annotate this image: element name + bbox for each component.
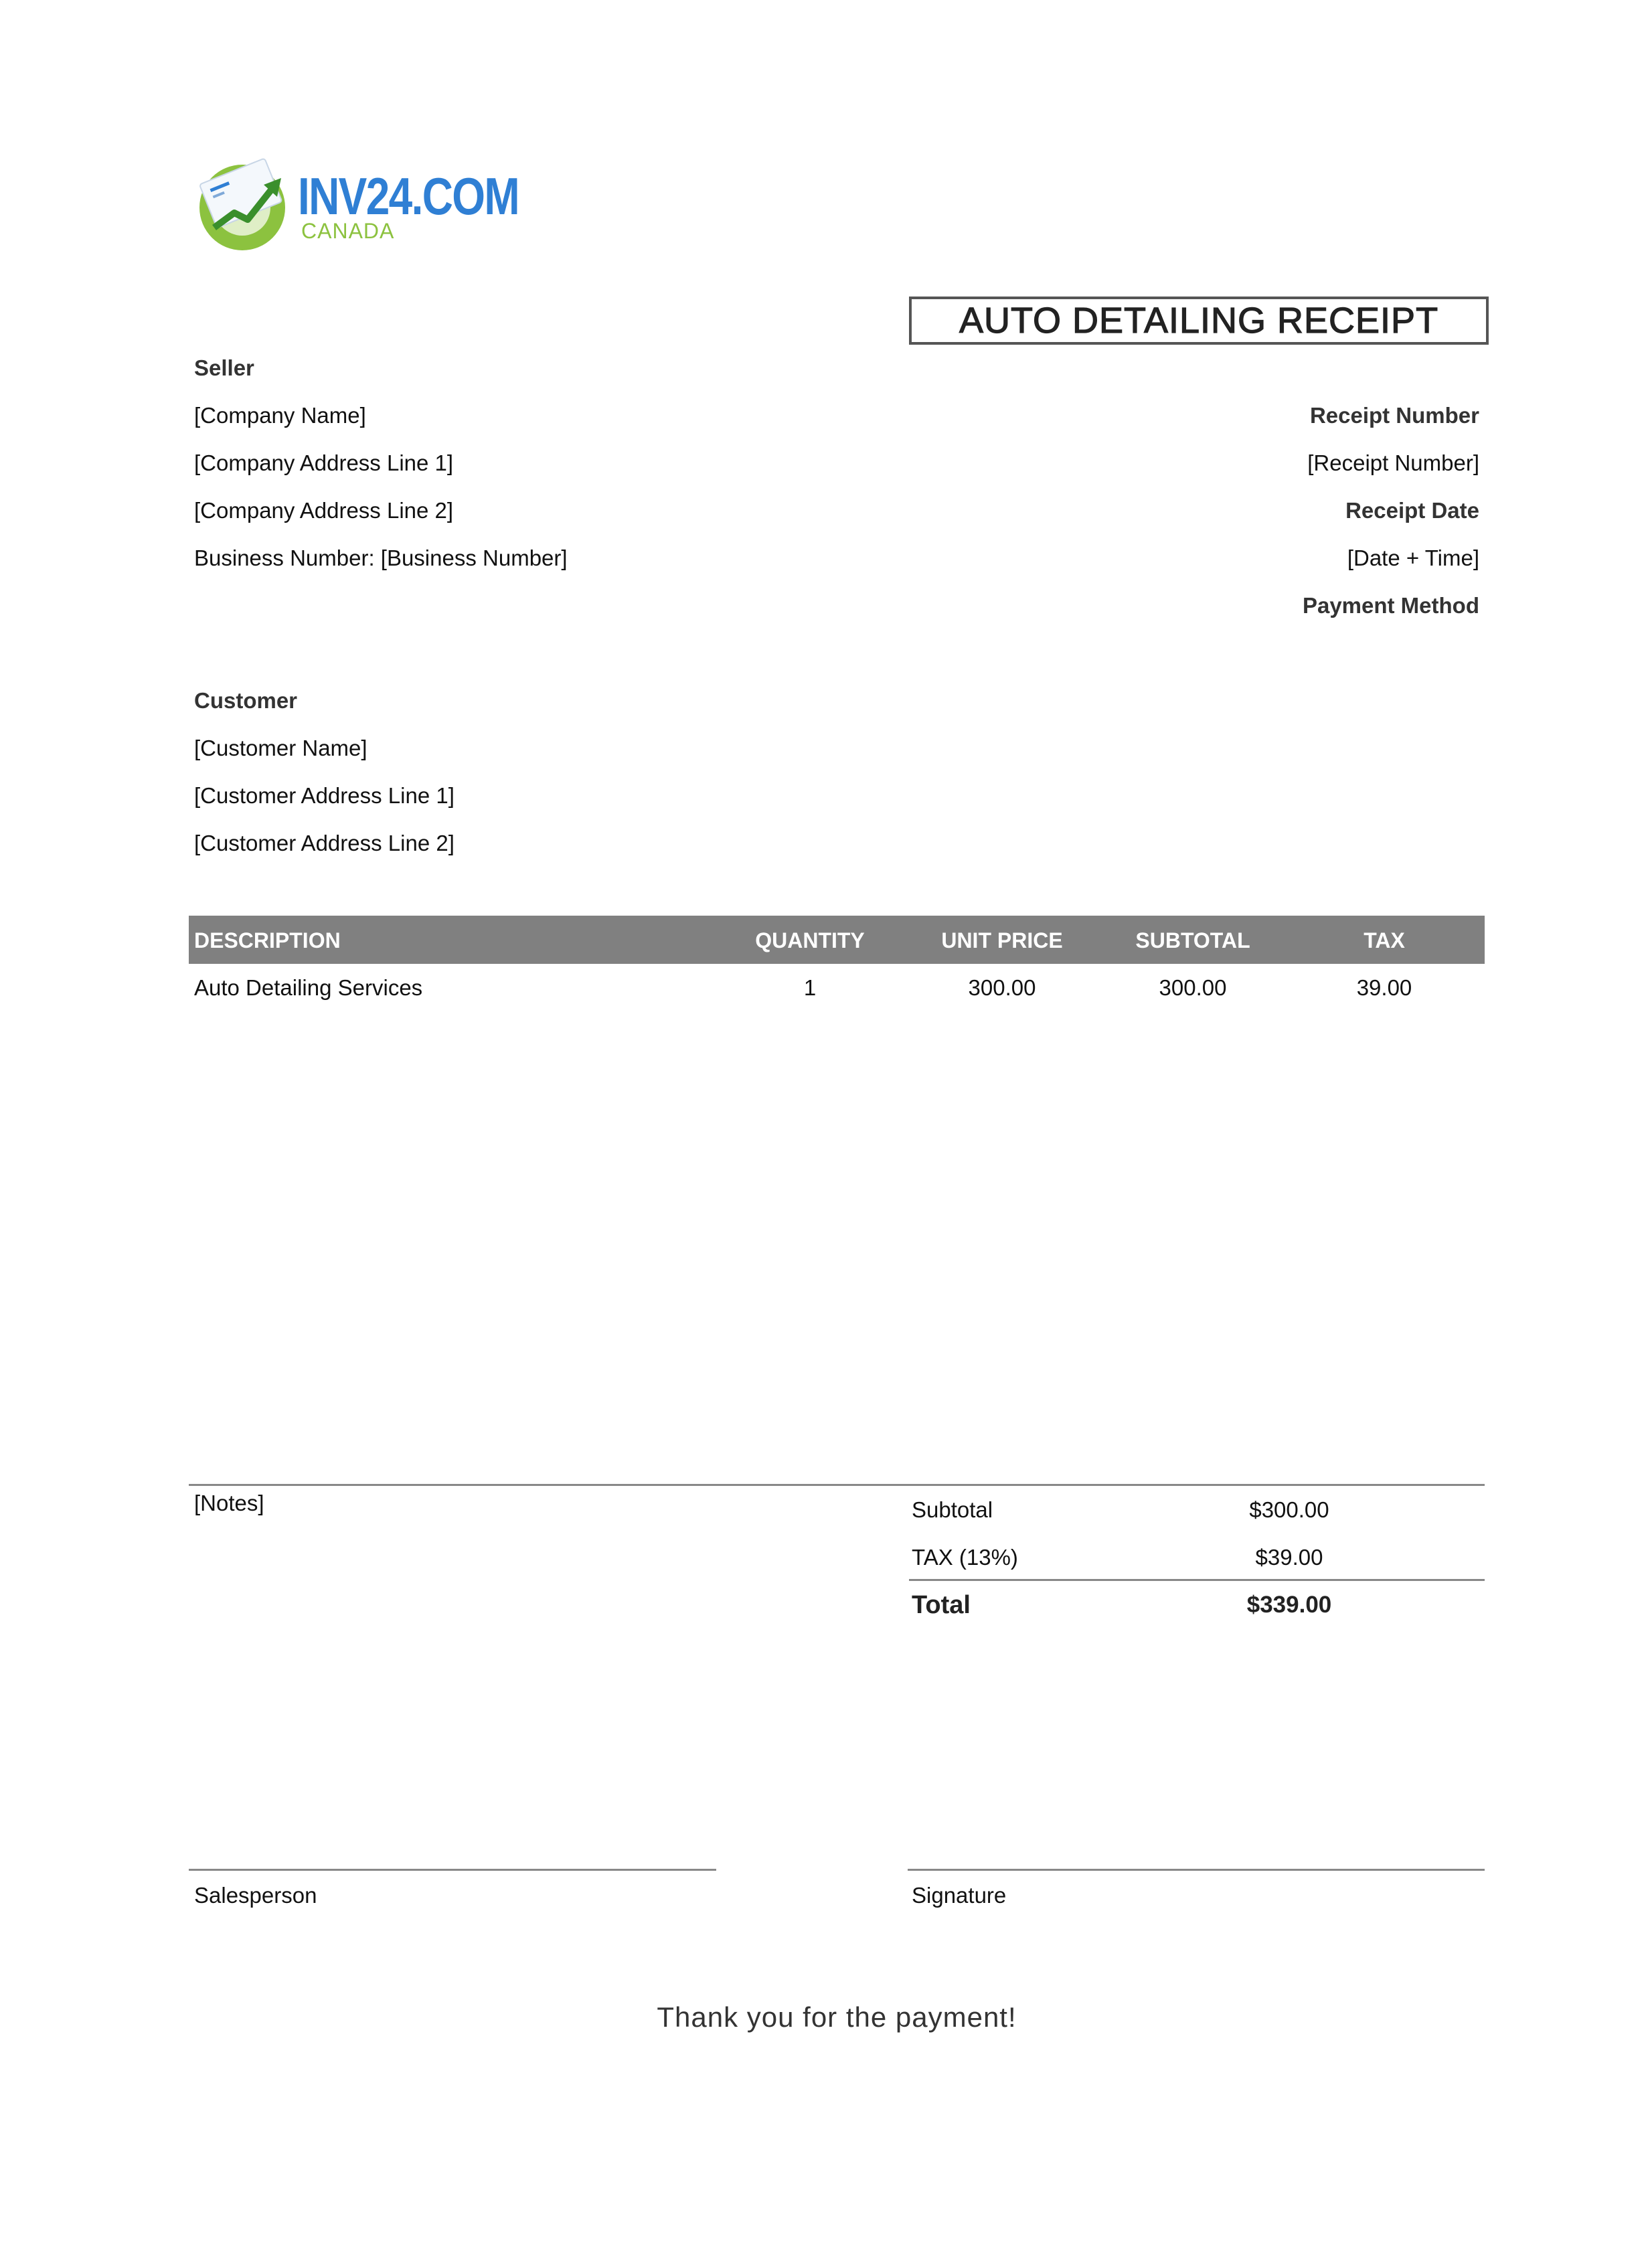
seller-address-line-1: [Company Address Line 1] xyxy=(194,450,454,475)
logo-region-text: CANADA xyxy=(301,219,395,243)
receipt-date-value: [Date + Time] xyxy=(1347,546,1479,570)
seller-company-name: [Company Name] xyxy=(194,403,366,428)
column-header-unit-price: UNIT PRICE xyxy=(941,928,1063,952)
row-quantity: 1 xyxy=(803,975,817,1000)
signature-line xyxy=(908,1869,1485,1871)
customer-name: [Customer Name] xyxy=(194,736,367,760)
row-subtotal: 300.00 xyxy=(1159,975,1227,1000)
total-value: $339.00 xyxy=(1246,1592,1332,1618)
seller-heading: Seller xyxy=(194,355,254,380)
payment-method-label: Payment Method xyxy=(1302,593,1479,618)
tax-label: TAX (13%) xyxy=(912,1545,1018,1570)
customer-heading: Customer xyxy=(194,688,298,713)
logo-brand-text: INV24.COM xyxy=(298,167,519,226)
total-divider xyxy=(909,1579,1485,1581)
salesperson-line xyxy=(189,1869,716,1871)
receipt-number-label: Receipt Number xyxy=(1309,403,1479,428)
column-header-tax: TAX xyxy=(1364,928,1405,952)
receipt-date-label: Receipt Date xyxy=(1345,498,1479,523)
seller-address-line-2: [Company Address Line 2] xyxy=(194,498,454,523)
notes-text: [Notes] xyxy=(194,1491,264,1515)
totals-divider xyxy=(189,1484,1485,1486)
customer-address-line-2: [Customer Address Line 2] xyxy=(194,831,455,855)
column-header-quantity: QUANTITY xyxy=(755,928,865,952)
column-header-subtotal: SUBTOTAL xyxy=(1135,928,1250,952)
salesperson-label: Salesperson xyxy=(194,1883,317,1908)
receipt-title-box xyxy=(909,297,1489,345)
subtotal-label: Subtotal xyxy=(912,1497,993,1522)
row-tax: 39.00 xyxy=(1356,975,1412,1000)
tax-value: $39.00 xyxy=(1255,1545,1323,1570)
column-header-description: DESCRIPTION xyxy=(194,928,341,952)
total-label: Total xyxy=(912,1591,971,1619)
signature-label: Signature xyxy=(912,1883,1007,1908)
customer-address-line-1: [Customer Address Line 1] xyxy=(194,783,455,808)
receipt-title: AUTO DETAILING RECEIPT xyxy=(959,301,1439,341)
receipt-number-value: [Receipt Number] xyxy=(1307,450,1479,475)
thank-you-message: Thank you for the payment! xyxy=(657,2001,1017,2033)
subtotal-value: $300.00 xyxy=(1249,1497,1329,1522)
row-unit-price: 300.00 xyxy=(968,975,1036,1000)
row-description: Auto Detailing Services xyxy=(194,975,423,1000)
seller-business-number: Business Number: [Business Number] xyxy=(194,546,568,570)
